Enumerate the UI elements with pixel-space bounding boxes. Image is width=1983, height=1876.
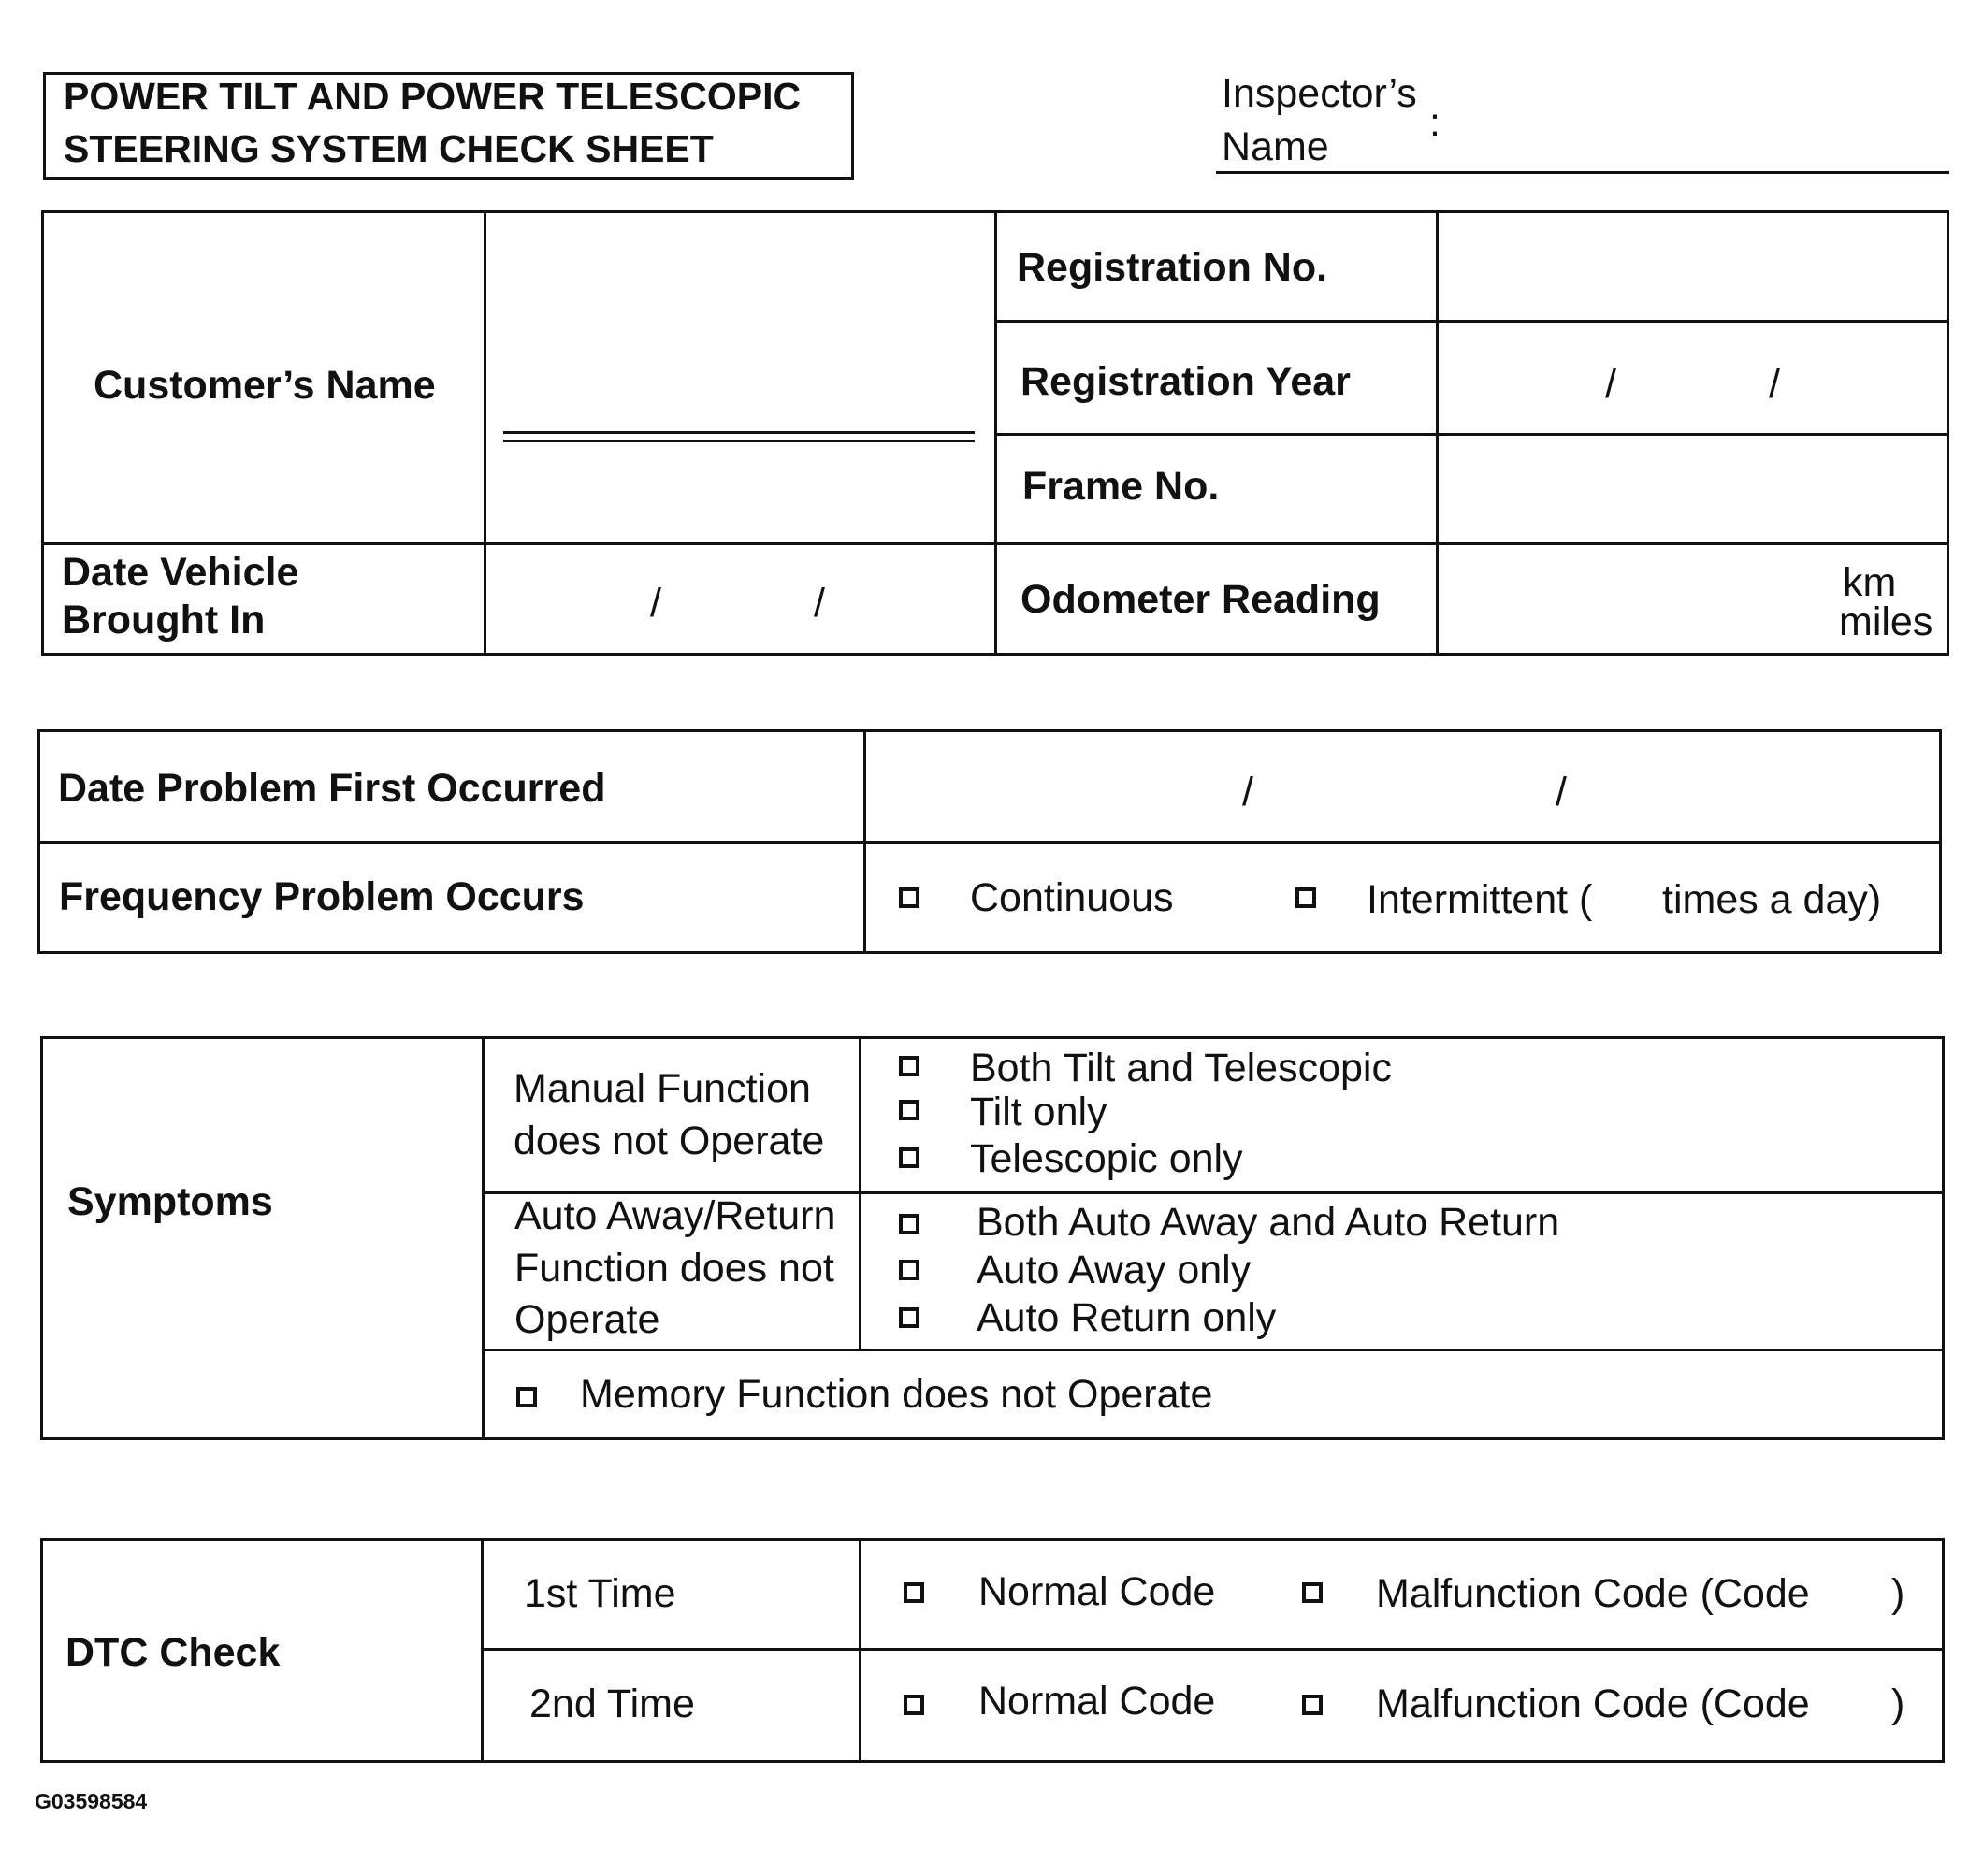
manual-option: Both Tilt and Telescopic [970, 1046, 1392, 1090]
inspector-label-line2: Name [1222, 124, 1329, 169]
manual-function-label-line2: does not Operate [514, 1118, 825, 1163]
dtc1-malfunction-checkbox[interactable] [1302, 1582, 1323, 1603]
first-occurred-sep1: / [1242, 770, 1253, 815]
auto-function-label-line1: Auto Away/Return [514, 1193, 836, 1238]
manual-option: Telescopic only [970, 1136, 1243, 1181]
symptoms-label: Symptoms [67, 1179, 273, 1224]
registration-year-sep1: / [1605, 362, 1616, 407]
inspector-name-field[interactable] [1216, 171, 1949, 174]
first-occurred-sep2: / [1556, 770, 1567, 815]
dtc2-malfunction-checkbox[interactable] [1302, 1695, 1323, 1715]
registration-year-label: Registration Year [1020, 359, 1351, 404]
times-a-day-label: times a day) [1662, 877, 1882, 922]
date-first-occurred-label: Date Problem First Occurred [58, 766, 606, 811]
dtc2-normal-checkbox[interactable] [904, 1695, 924, 1715]
dtc-malfunction-label: Malfunction Code (Code [1376, 1571, 1810, 1616]
intermittent-label: Intermittent ( [1367, 877, 1593, 922]
dtc-malfunction-label: Malfunction Code (Code [1376, 1681, 1810, 1726]
dtc-normal-label: Normal Code [978, 1569, 1216, 1614]
manual-telescopic-checkbox[interactable] [899, 1147, 919, 1168]
auto-function-label-line3: Operate [514, 1297, 660, 1342]
odometer-unit-miles: miles [1839, 599, 1933, 644]
auto-both-checkbox[interactable] [899, 1214, 919, 1234]
continuous-checkbox[interactable] [899, 887, 919, 908]
dtc1-normal-checkbox[interactable] [904, 1582, 924, 1603]
registration-no-label: Registration No. [1017, 245, 1328, 290]
customer-name-field[interactable] [503, 431, 975, 434]
frequency-label: Frequency Problem Occurs [59, 874, 585, 919]
title-line1: POWER TILT AND POWER TELESCOPIC [64, 75, 802, 118]
dtc-malfunction-close: ) [1891, 1681, 1905, 1726]
inspector-label-line1: Inspector’s [1222, 71, 1417, 116]
memory-function-label: Memory Function does not Operate [580, 1372, 1213, 1417]
dtc-normal-label: Normal Code [978, 1679, 1216, 1724]
auto-option: Auto Return only [977, 1295, 1277, 1340]
auto-return-checkbox[interactable] [899, 1307, 919, 1328]
manual-option: Tilt only [970, 1090, 1107, 1134]
dtc-row-time: 1st Time [524, 1571, 676, 1616]
registration-no-field[interactable] [1440, 215, 1946, 316]
auto-option: Auto Away only [977, 1248, 1252, 1292]
memory-function-checkbox[interactable] [516, 1387, 537, 1407]
odometer-label: Odometer Reading [1020, 577, 1381, 622]
frame-no-field[interactable] [1440, 438, 1946, 539]
title-line2: STEERING SYSTEM CHECK SHEET [64, 127, 714, 170]
registration-year-sep2: / [1769, 362, 1780, 407]
figure-id: G03598584 [35, 1789, 148, 1813]
manual-function-label-line1: Manual Function [514, 1066, 811, 1111]
date-brought-sep1: / [650, 581, 661, 626]
manual-both-checkbox[interactable] [899, 1056, 919, 1076]
date-brought-label-line2: Brought In [62, 598, 266, 642]
dtc-malfunction-close: ) [1891, 1571, 1905, 1616]
inspector-colon: : [1429, 100, 1440, 145]
dtc-check-label: DTC Check [65, 1630, 281, 1675]
auto-option: Both Auto Away and Auto Return [977, 1200, 1560, 1245]
frame-no-label: Frame No. [1022, 464, 1220, 509]
auto-function-label-line2: Function does not [514, 1246, 834, 1291]
customer-name-label: Customer’s Name [94, 363, 436, 408]
dtc-row-time: 2nd Time [529, 1681, 695, 1726]
auto-away-checkbox[interactable] [899, 1260, 919, 1280]
date-brought-sep2: / [814, 581, 825, 626]
intermittent-checkbox[interactable] [1295, 887, 1316, 908]
continuous-label: Continuous [970, 875, 1174, 920]
manual-tilt-checkbox[interactable] [899, 1100, 919, 1120]
date-brought-label-line1: Date Vehicle [62, 550, 299, 595]
odometer-unit-km: km [1843, 560, 1897, 605]
